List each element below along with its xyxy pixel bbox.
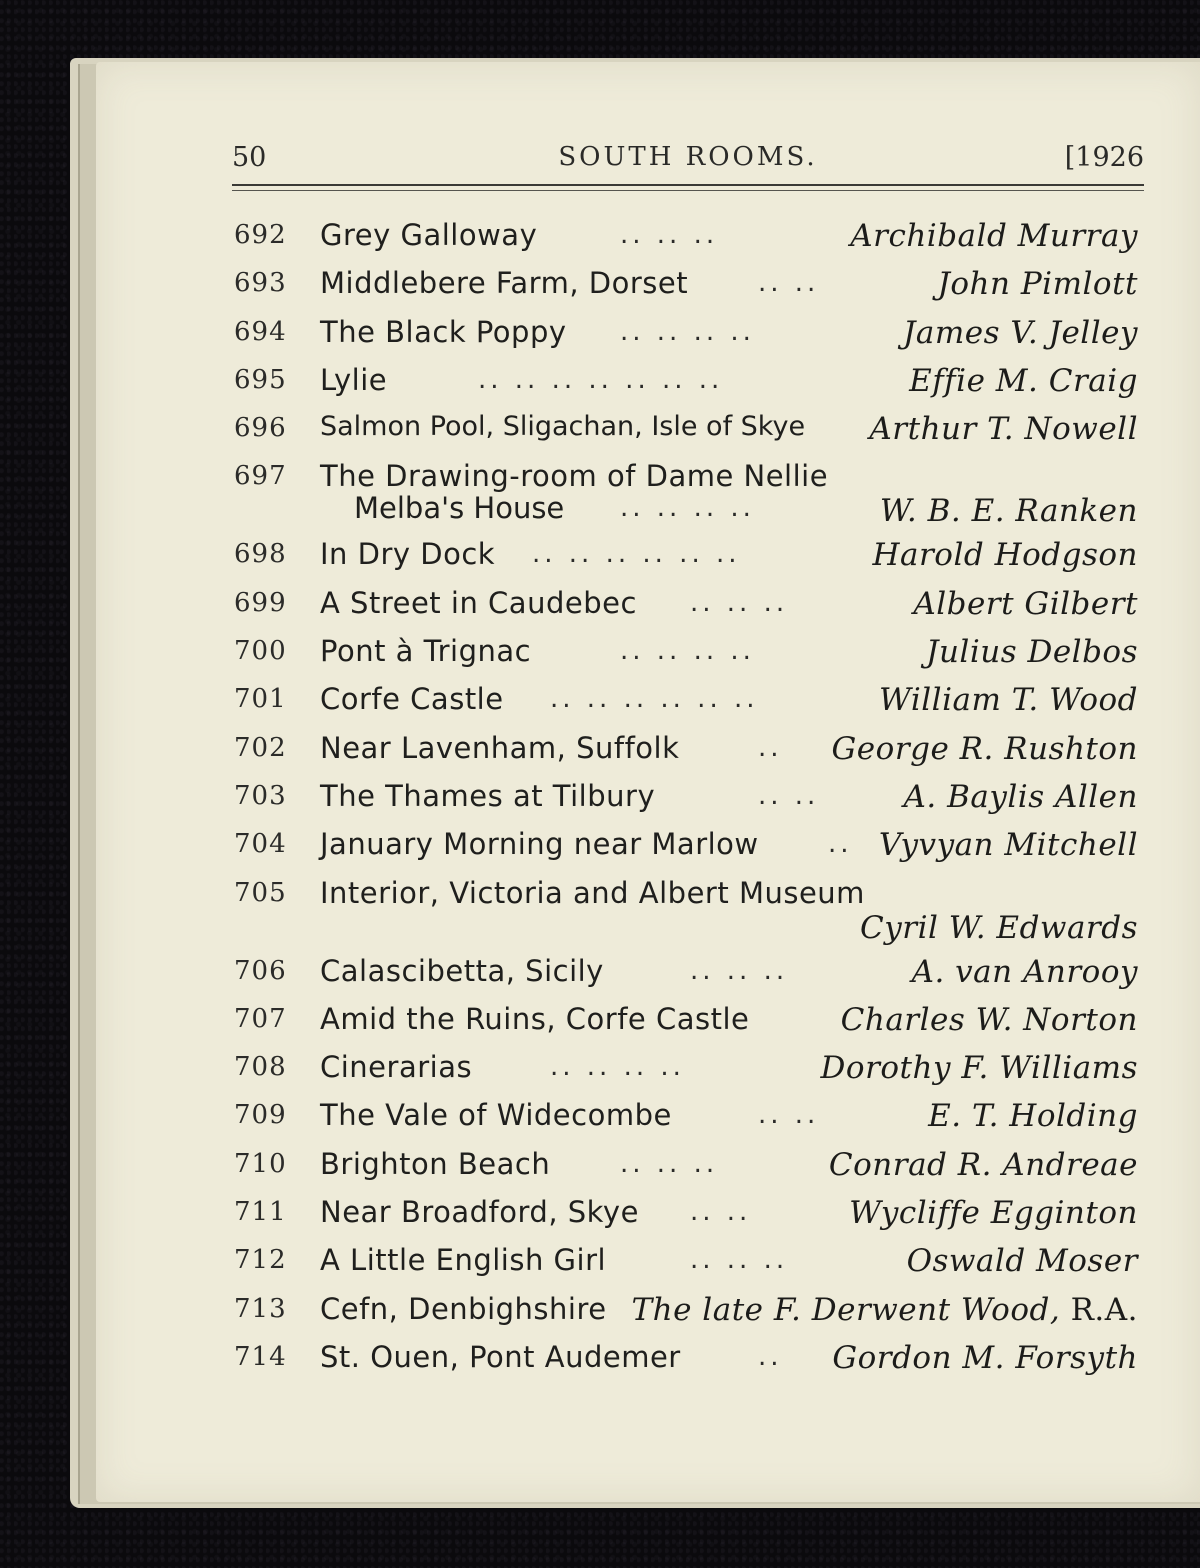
entry-artist: Oswald Moser	[906, 1243, 1138, 1280]
list-item	[232, 1145, 1142, 1193]
list-item	[232, 409, 1142, 457]
entry-number: 695	[234, 364, 287, 395]
entry-artist: William T. Wood	[879, 682, 1138, 719]
entry-title: Amid the Ruins, Corfe Castle	[320, 1001, 750, 1036]
entry-artist: Gordon M. Forsyth	[832, 1339, 1138, 1376]
entry-title: St. Ouen, Pont Audemer	[320, 1339, 681, 1374]
entry-artist: Cyril W. Edwards	[860, 909, 1138, 946]
entry-artist: Charles W. Norton	[840, 1001, 1138, 1038]
entry-artist: George R. Rushton	[831, 730, 1138, 767]
entry-number: 694	[234, 316, 287, 347]
entry-artist: Harold Hodgson	[872, 537, 1138, 574]
entry-list	[232, 216, 1142, 1386]
dot-leader: .. .. ..	[620, 1148, 719, 1179]
dot-leader: .. .. .. .. .. .. ..	[478, 364, 724, 395]
entry-number: 692	[234, 220, 287, 250]
entry-artist	[631, 1292, 1138, 1328]
list-item	[232, 1290, 1142, 1338]
dot-leader: .. .. ..	[620, 220, 719, 250]
entry-title: Calascibetta, Sicily	[320, 953, 604, 988]
dot-leader: ..	[828, 829, 853, 860]
entry-artist: John Pimlott	[937, 266, 1138, 303]
entry-artist: Albert Gilbert	[913, 585, 1138, 622]
list-item	[232, 264, 1142, 312]
dot-leader: .. ..	[758, 780, 820, 811]
entry-title: Near Broadford, Skye	[320, 1195, 639, 1230]
entry-artist: Archibald Murray	[850, 218, 1138, 254]
list-item	[232, 1338, 1142, 1386]
entry-title: The Drawing-room of Dame Nellie	[320, 459, 829, 494]
dot-leader: ..	[758, 732, 783, 763]
list-item	[232, 1000, 1142, 1048]
page-number: 50	[232, 142, 267, 173]
list-item	[232, 825, 1142, 873]
list-item	[232, 777, 1142, 825]
entry-number: 696	[234, 413, 287, 444]
entry-title: Corfe Castle	[320, 682, 504, 717]
list-item	[232, 874, 1142, 952]
header-rule-thin	[232, 190, 1144, 191]
dot-leader: .. ..	[758, 1100, 820, 1131]
entry-artist: Dorothy F. Williams	[820, 1050, 1138, 1087]
entry-number: 714	[234, 1341, 287, 1372]
entry-title: Lylie	[320, 362, 388, 397]
entry-title: The Black Poppy	[320, 314, 567, 349]
year-label: [1926	[1064, 142, 1144, 173]
entry-number: 693	[234, 268, 287, 299]
list-item	[232, 1048, 1142, 1096]
dot-leader: ..	[758, 1341, 783, 1372]
entry-artist: Effie M. Craig	[909, 362, 1138, 399]
entry-number: 701	[234, 684, 287, 715]
entry-artist: Wycliffe Egginton	[849, 1195, 1138, 1232]
entry-title: The Vale of Widecombe	[320, 1098, 672, 1133]
entry-title-line2: Melba's House	[354, 491, 565, 526]
entry-artist-suffix: R.A.	[1070, 1291, 1138, 1328]
list-item	[232, 457, 1142, 535]
entry-title: A Little English Girl	[320, 1243, 607, 1278]
list-item	[232, 535, 1142, 583]
entry-title: A Street in Caudebec	[320, 585, 637, 620]
list-item	[232, 729, 1142, 777]
entry-number: 705	[234, 877, 287, 908]
list-item	[232, 680, 1142, 728]
entry-artist: Julius Delbos	[926, 634, 1138, 671]
entry-number: 712	[234, 1245, 287, 1276]
list-item	[232, 1241, 1142, 1289]
entry-number: 710	[234, 1148, 287, 1179]
entry-title: Interior, Victoria and Albert Museum	[320, 875, 865, 910]
entry-artist: James V. Jelley	[902, 314, 1138, 351]
entry-title: In Dry Dock	[320, 537, 496, 572]
entry-artist: A. van Anrooy	[911, 953, 1138, 990]
list-item	[232, 952, 1142, 1000]
dot-leader: .. .. ..	[690, 1245, 789, 1276]
entry-title: Pont à Trignac	[320, 634, 532, 669]
list-item	[232, 216, 1142, 264]
list-item	[232, 632, 1142, 680]
entry-number: 704	[234, 829, 287, 860]
entry-number: 699	[234, 587, 287, 618]
entry-title: Cefn, Denbighshire	[320, 1291, 607, 1326]
entry-title: Near Lavenham, Suffolk	[320, 730, 680, 765]
entry-artist: E. T. Holding	[928, 1098, 1138, 1135]
entry-title: Salmon Pool, Sligachan, Isle of Skye	[320, 411, 806, 443]
entry-title: January Morning near Marlow	[320, 827, 759, 862]
entry-number: 709	[234, 1100, 287, 1131]
dot-leader: .. .. ..	[690, 955, 789, 986]
entry-title: Cinerarias	[320, 1050, 473, 1085]
entry-number: 698	[234, 539, 287, 570]
entry-artist: Arthur T. Nowell	[869, 411, 1138, 448]
dot-leader: .. .. .. ..	[550, 1052, 685, 1083]
entry-number: 711	[234, 1197, 287, 1228]
dot-leader: .. .. .. ..	[620, 316, 755, 347]
dot-leader: .. .. .. .. .. ..	[532, 539, 741, 570]
entry-number: 713	[234, 1293, 287, 1324]
list-item	[232, 361, 1142, 409]
header-rule	[232, 184, 1144, 186]
list-item	[232, 313, 1142, 361]
entry-number: 700	[234, 636, 287, 667]
entry-artist: Conrad R. Andreae	[828, 1146, 1138, 1183]
section-title: SOUTH ROOMS.	[558, 142, 818, 172]
dot-leader: .. ..	[690, 1197, 752, 1228]
dot-leader: .. .. .. ..	[620, 636, 755, 667]
dot-leader: .. .. .. .. .. ..	[550, 684, 759, 715]
entry-title: Middlebere Farm, Dorset	[320, 266, 689, 301]
entry-number: 702	[234, 732, 287, 763]
list-item	[232, 1096, 1142, 1144]
entry-artist-name: The late F. Derwent Wood,	[631, 1291, 1061, 1328]
entry-number: 697	[234, 461, 287, 492]
entry-title: Brighton Beach	[320, 1146, 551, 1181]
dot-leader: .. ..	[758, 268, 820, 299]
running-header	[232, 138, 1144, 188]
dot-leader: .. .. ..	[690, 587, 789, 618]
dot-leader: .. .. .. ..	[620, 493, 755, 524]
entry-number: 703	[234, 780, 287, 811]
entry-artist: A. Baylis Allen	[903, 778, 1138, 815]
entry-artist: Vyvyan Mitchell	[878, 827, 1138, 864]
list-item	[232, 584, 1142, 632]
entry-title: Grey Galloway	[320, 218, 538, 252]
entry-number: 708	[234, 1052, 287, 1083]
entry-number: 706	[234, 955, 287, 986]
entry-artist: W. B. E. Ranken	[879, 493, 1138, 530]
entry-title: The Thames at Tilbury	[320, 778, 656, 813]
entry-number: 707	[234, 1003, 287, 1034]
list-item	[232, 1193, 1142, 1241]
